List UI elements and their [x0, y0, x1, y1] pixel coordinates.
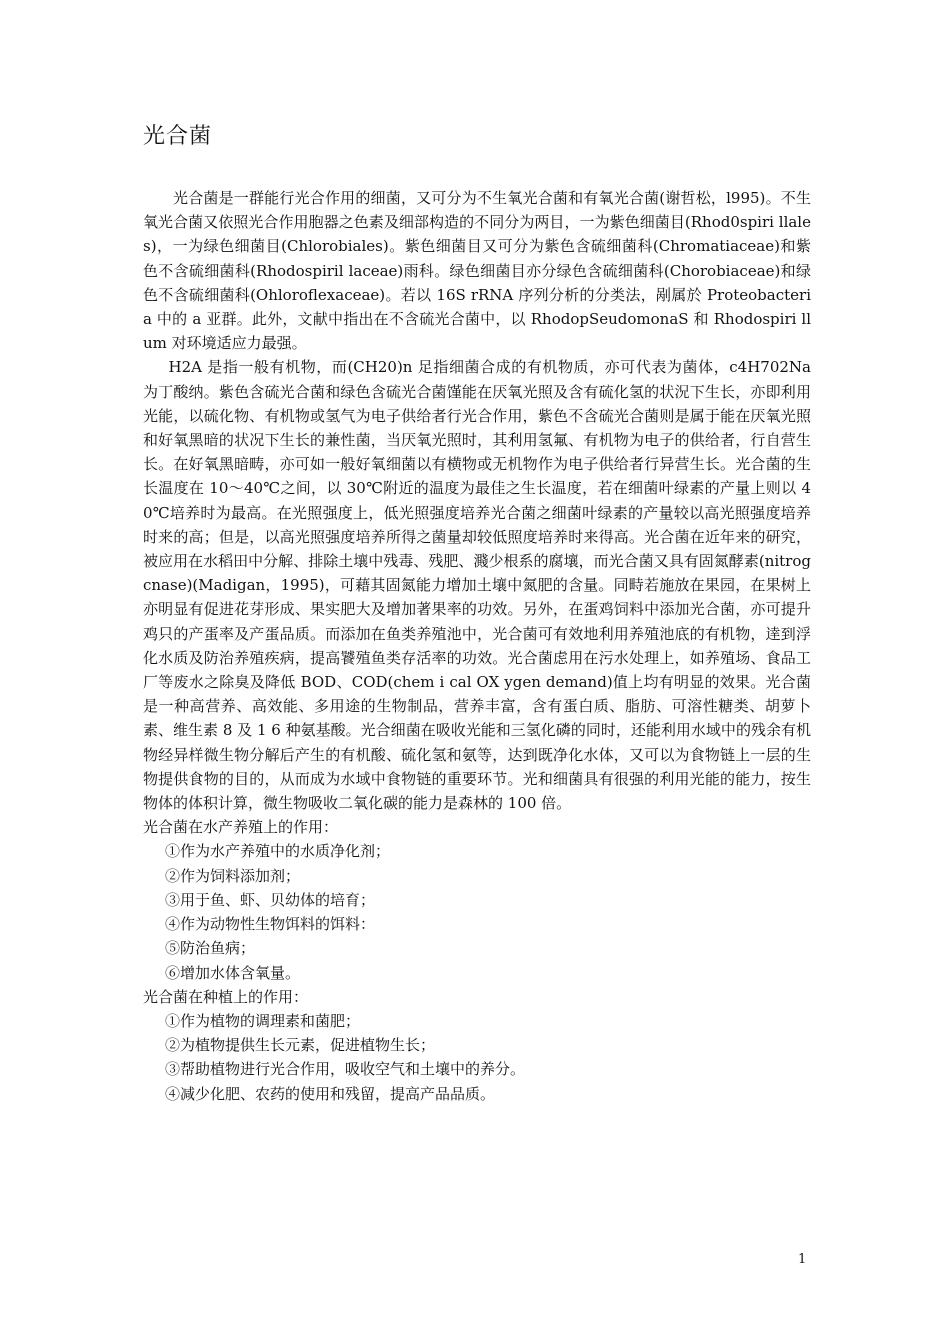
list-item: ①作为植物的调理素和菌肥； — [165, 1011, 361, 1030]
page-number: 1 — [798, 1252, 807, 1267]
planting-heading: 光合菌在种植上的作用： — [143, 987, 309, 1006]
list-item: ④作为动物性生物饵料的饵料： — [165, 915, 376, 934]
aquaculture-heading: 光合菌在水产养殖上的作用： — [143, 818, 339, 837]
document-title: 光合菌 — [143, 124, 213, 149]
paragraph-classification: 光合菌是一群能行光合作用的细菌，又可分为不生氧光合菌和有氧光合菌(谢哲松，l995)。不生氧光合菌又依照光合作用胞器之色素及细部构造的不同分为两目，一为紫色细菌目(Rhod0spiri llales)，一为绿色细菌目(Chlorobiales)。紫色细菌目又可分为紫色含硫细菌科(Chromatiaceae)和紫色不含硫细菌科(Rhodospiril laceae)雨科。绿色细菌目亦分绿色含硫细菌科(Chorobiaceae)和绿色不含硫细菌科(Ohloroflexaceae)。若以 16S rRNA 序列分析的分类法，剐属於 Proteobacteria 中的 a 亚群。此外，文献中指出在不含硫光合菌中，以 RhodopSeudomonaS 和 Rhodospiri llum 对环境适应力最强。 — [143, 189, 811, 353]
document-body — [143, 186, 811, 1106]
list-item: ①作为水产养殖中的水质净化剂； — [165, 842, 391, 861]
aquaculture-list — [143, 839, 811, 984]
list-item: ④减少化肥、农药的使用和残留，提高产品品质。 — [165, 1084, 496, 1103]
list-item: ⑤防治鱼病； — [165, 939, 256, 958]
list-item: ⑥增加水体含氧量。 — [165, 963, 301, 982]
list-item: ③用于鱼、虾、贝幼体的培育； — [165, 890, 376, 909]
planting-list — [143, 1009, 811, 1106]
list-item: ②为植物提供生长元素，促进植物生长； — [165, 1036, 436, 1055]
list-item: ③帮助植物进行光合作用，吸收空气和土壤中的养分。 — [165, 1060, 526, 1079]
list-item: ②作为饲料添加剂； — [165, 866, 301, 885]
paragraph-growth-and-applications: H2A 是指一般有机物，而(CH20)n 足指细菌合成的有机物质，亦可代表为菌体，c4H702Na 为丁酸纳。紫色含硫光合菌和绿色含硫光合菌馑能在厌氧光照及含有硫化氢的状況下生长，亦即利用光能，以硫化物、有机物或氢气为电子供给者行光合作用，紫色不含硫光合菌则是属于能在厌氧光照和好氧黑暗的状况下生长的兼性菌，当厌氧光照时，其利用氢氟、有机物为电子的供给者，行自营生长。在好氧黑暗畴，亦可如一般好氧细菌以有横物或无机物作为电子供给者行异营生长。光合菌的生长温度在 10～40℃之间，以 30℃附近的温度为最佳之生长温度，若在细菌叶绿素的产量上则以 40℃培养时为最高。在光照强度上，低光照强度培养光合菌之细菌叶绿素的产量较以高光照强度培养时来的高；但是，以高光照强度培养所得之菌量却较低照度培养时来得高。光合菌在近年来的研究，被应用在水稻田中分解、排除土壤中残毒、残肥、濺少根系的腐壤，而光合菌又具有固氮酵素(nitrogcnase)(Madigan，1995)，可藉其固氮能力增加土壤中氮肥的含量。同畤若施放在果园，在果树上亦明显有促进花芽形成、果实肥大及增加著果率的功效。另外，在蛋鸡饲料中添加光合菌，亦可提升鸡只的产蛋率及产蛋品质。而添加在鱼类养殖池中，光合菌可有效地利用养殖池底的有机物，逹到浮化水质及防治养殖疾病，提高饕殖鱼类存活率的功效。光合菌虑用在污水处理上，如养殖场、食品工厂等废水之除臭及降低 BOD、COD(chem i cal OX ygen demand)值上均有明显的效果。光合菌是一种高营养、高效能、多用途的生物制品，营养丰富，含有蛋白质、脂肪、可溶性糖类、胡萝卜素、维生素 8 及 1 6 种氨基酸。光合细菌在吸收光能和三氢化磷的同时，还能利用水域中的残余有机物经异样微生物分解后产生的有机酸、硫化氢和氨等，达到既净化水体，又可以为食物链上一层的生物提供食物的目的，从而成为水域中食物链的重要环节。光和细菌具有很强的利用光能的能力，按生物体的体积计算，微生物吸收二氧化碳的能力是森林的 100 倍。 — [143, 358, 811, 813]
